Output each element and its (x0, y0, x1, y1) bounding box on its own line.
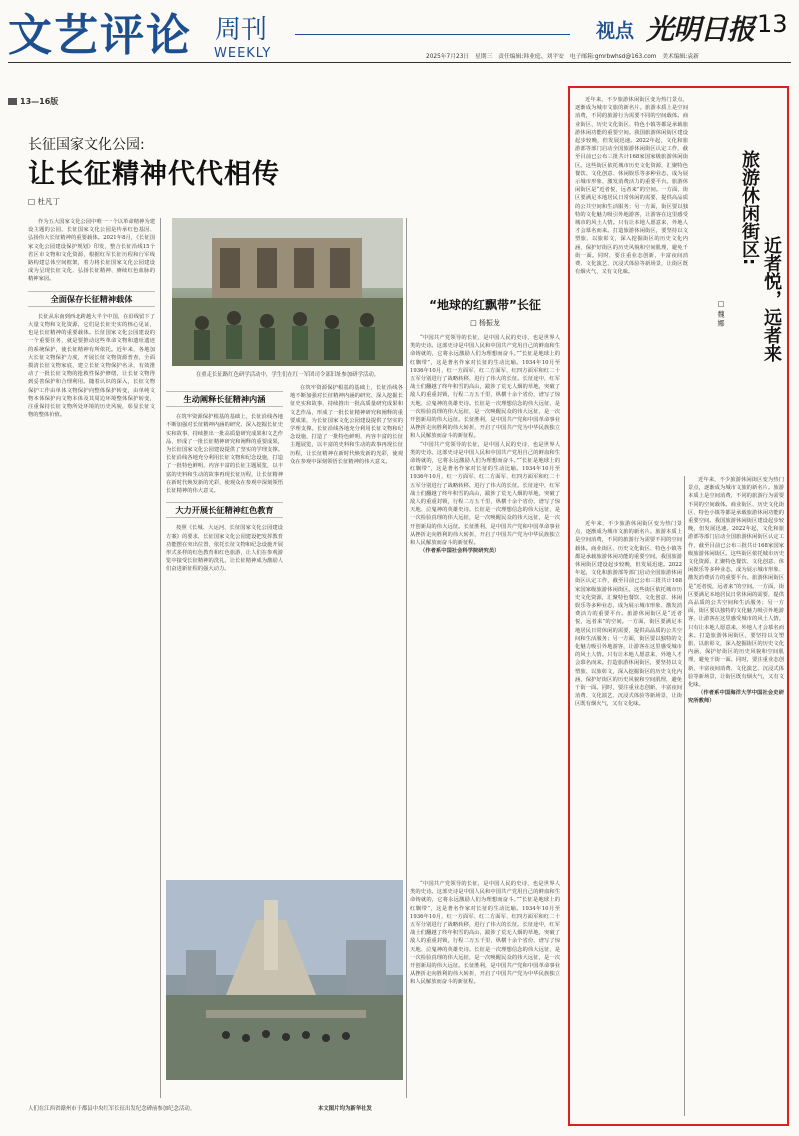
side-article-text-cont-2: 近年来，不少旅游休闲街区变为热门景点，逐渐成为城市文旅的新名片。旅游本质上是空间消费，不同的旅游行为需要不同的空间载体。商业街区、历史文化街区、特色小镇等都是承载旅游休闲功能的重要空间。我国旅游休闲街区建设起步较晚，但发展迅速。2022年起，文化和旅游部等部门启动全国旅游休闲街区认定工作，截至目前已公布三批共计168家国家级旅游休闲街区。这些街区依托城市历史文化资源，汇聚特色餐饮、文化创意、休闲娱乐等多种业态，成为展示城市形象、激发消费活力的重要平台。旅游休闲街区是“近者悦，远者来”的空间。一方面，街区要满足本地居民日常休闲的需要，提供高品质的公共空间和生活服务；另一方面，街区要以独特的文化魅力吸引外地游客，让游客在这里感受城市的风土人情。只有让本地人愿意来，外地人才会慕名而来。打造旅游休闲街区，要坚持以文塑旅、以旅彰文，深入挖掘街区的历史文化内涵，保护好街区的历史风貌和空间肌理，避免千街一面。同时，要注重业态创新，丰富夜间消费、文化演艺、沉浸式体验等新场景，让街区既有烟火气，又有文化味。 (688, 477, 784, 689)
middle-article-body (410, 334, 560, 874)
section-body-2: 在筑牢资源保护根基的基础上，长征沿线各地不断加强对长征精神内涵的研究、深入挖掘长征史实和故事，持续推出一批高质量研究成果和文艺作品，形成了一批长征精神研究和阐释的重要成果，为长征国家文化公园建设提供了坚实的学理支撑。长征沿线各地充分利用长征文物和纪念设施，打造了一批特色鲜明、内容丰富的长征主题展览，以丰富的史料和生动的故事再现长征历程，让长征精神在新时代焕发新的光彩，使观众在参观中深刻领悟长征精神的伟大意义。 (166, 414, 283, 495)
middle-article-text-cont: “中国共产党领导的长征，是中国人民的史诗，也是世界人类的史诗。这部史诗是中国人民和中国共产党用自己的鲜血和生命铸就的，它将永远激励人们为理想而奋斗。”“长征是地球上的红飘带”，这是著名作家对长征的生动比喻。1934年10月至1936年10月，红一方面军、红二方面军、红四方面军和红二十五军分别进行了战略转移，进行了伟大的长征。长征途中，红军战士们翻越了终年积雪的高山，跋涉了荒无人烟的草地，突破了敌人的重重封锁，行程二万五千里，纵横十余个省份，谱写了惊天地、泣鬼神的英雄史诗。长征是一次理想信念的伟大远征，是一次检验真理的伟大远征，是一次唤醒民众的伟大远征，是一次开创新局的伟大远征。长征胜利，是中国共产党和中国革命事业从挫折走向胜利的伟大转折，开启了中国共产党为中华民族独立和人民解放而奋斗的新征程。 (410, 441, 560, 547)
side-article-col-b (575, 520, 682, 1118)
middle-article-note: （作者系中国社会科学院研究员） (420, 548, 500, 555)
section-heading-3: 大力开展长征精神红色教育 (166, 502, 283, 518)
photo-memorial-caption: 在重走长征路红色研学活动中，学生们在红一军团司令部旧址参加研学活动。 (195, 372, 380, 378)
side-article-byline: □ 魏 娜 (717, 300, 725, 327)
dateline: 2025年7月23日 星期三 责任编辑:韩业庭、刘平安 电子邮箱:gmrbwhsd@163.com 美术编辑:袁新 (426, 54, 699, 60)
section-heading-2: 生动阐释长征精神内涵 (166, 391, 283, 407)
page-number: 13 (757, 10, 788, 38)
column-divider-3 (684, 476, 685, 1116)
main-column-3 (290, 384, 403, 874)
article-headline: 让长征精神代代相传 (28, 159, 280, 190)
weekly-en-label: WEEKLY (214, 46, 272, 61)
middle-column-bottom (410, 880, 560, 1094)
article-intro: 作为五大国家文化公园中唯一一个以革命精神为建设主题的公园，长征国家文化公园是传承红色基因、弘扬伟大长征精神的重要载体。2021年8月，《长征国家文化公园建设保护规划》印发，整合长征沿线15个省区市文物和文化资源，根据红军长征历程和行军线路构建总体空间框架，着力将长征国家文化公园建设成为呈现长征文化、弘扬长征精神、赓续红色血脉的精神家园。 (28, 219, 155, 283)
dateline-rule (8, 62, 791, 63)
column-divider-2 (406, 218, 407, 1098)
section-heading-1: 全面保存长征精神载体 (28, 291, 155, 307)
edition-label: 13—16版 (20, 97, 59, 106)
section-title: 文艺评论 (8, 10, 192, 61)
column-divider-1 (160, 218, 161, 1098)
middle-article-text: “中国共产党领导的长征，是中国人民的史诗，也是世界人类的史诗。这部史诗是中国人民和中国共产党用自己的鲜血和生命铸就的，它将永远激励人们为理想而奋斗。”“长征是地球上的红飘带”，这是著名作家对长征的生动比喻。1934年10月至1936年10月，红一方面军、红二方面军、红四方面军和红二十五军分别进行了战略转移，进行了伟大的长征。长征途中，红军战士们翻越了终年积雪的高山，跋涉了荒无人烟的草地，突破了敌人的重重封锁，行程二万五千里，纵横十余个省份，谱写了惊天地、泣鬼神的英雄史诗。长征是一次理想信念的伟大远征，是一次检验真理的伟大远征，是一次唤醒民众的伟大远征，是一次开创新局的伟大远征。长征胜利，是中国共产党和中国革命事业从挫折走向胜利的伟大转折，开启了中国共产党为中华民族独立和人民解放而奋斗的新征程。 (410, 335, 560, 440)
section-body-3: 按照《长城、大运河、长征国家文化公园建设方案》的要求，长征国家文化公园建设把发挥教育功能摆在突出位置，依托长征文物和纪念设施开展形式多样的红色教育和红色旅游，让人们在参观游览中接受长征精神的洗礼，让长征精神成为激励人们奋进新征程的强大动力。 (166, 525, 283, 573)
side-article-text-cont: 近年来，不少旅游休闲街区变为热门景点，逐渐成为城市文旅的新名片。旅游本质上是空间消费，不同的旅游行为需要不同的空间载体。商业街区、历史文化街区、特色小镇等都是承载旅游休闲功能的重要空间。我国旅游休闲街区建设起步较晚，但发展迅速。2022年起，文化和旅游部等部门启动全国旅游休闲街区认定工作，截至目前已公布三批共计168家国家级旅游休闲街区。这些街区依托城市历史文化资源，汇聚特色餐饮、文化创意、休闲娱乐等多种业态，成为展示城市形象、激发消费活力的重要平台。旅游休闲街区是“近者悦，远者来”的空间。一方面，街区要满足本地居民日常休闲的需要，提供高品质的公共空间和生活服务；另一方面，街区要以独特的文化魅力吸引外地游客，让游客在这里感受城市的风土人情。只有让本地人愿意来，外地人才会慕名而来。打造旅游休闲街区，要坚持以文塑旅、以旅彰文，深入挖掘街区的历史文化内涵，保护好街区的历史风貌和空间肌理，避免千街一面。同时，要注重业态创新，丰富夜间消费、文化演艺、沉浸式体验等新场景，让街区既有烟火气，又有文化味。 (575, 521, 682, 708)
masthead-rule (295, 34, 570, 35)
photo-memorial-svg (172, 218, 403, 366)
middle-article-headline: “地球的红飘带”长征 (429, 298, 541, 312)
photo-memorial-visit (172, 218, 403, 366)
photo-credit: 本文图片均为新华社发 (318, 1106, 372, 1112)
middle-article-text-bottom: “中国共产党领导的长征，是中国人民的史诗，也是世界人类的史诗。这部史诗是中国人民和中国共产党用自己的鲜血和生命铸就的，它将永远激励人们为理想而奋斗。”“长征是地球上的红飘带”，这是著名作家对长征的生动比喻。1934年10月至1936年10月，红一方面军、红二方面军、红四方面军和红二十五军分别进行了战略转移，进行了伟大的长征。长征途中，红军战士们翻越了终年积雪的高山，跋涉了荒无人烟的草地，突破了敌人的重重封锁，行程二万五千里，纵横十余个省份，谱写了惊天地、泣鬼神的英雄史诗。长征是一次理想信念的伟大远征，是一次检验真理的伟大远征，是一次唤醒民众的伟大远征，是一次开创新局的伟大远征。长征胜利，是中国共产党和中国革命事业从挫折走向胜利的伟大转折，开启了中国共产党为中华民族独立和人民解放而奋斗的新征程。 (410, 881, 560, 986)
photo-monument-svg (166, 880, 403, 1080)
article-kicker: 长征国家文化公园: (28, 137, 145, 153)
section-body-1: 长征从东南到西北跨越大半个中国，在沿线留下了大量文物和文化资源，它们是长征史实的核心见证，也是长征精神的重要载体。长征国家文化公园建设的一个重要任务，就是要推动这些革命文物和遗址遗迹的系统保护，使长征精神有所依托。近年来，各地加大长征文物保护力度，开展长征文物资源普查，全面摸清长征文物家底，建立长征文物保护名录，有效推动了一批长征文物的抢救性保护修缮，让长征文物得到妥善保护和合理利用。随着认识的深入，长征文物保护工作由单体文物保护向整体保护转变，由单纯文物本体保护向文物本体及其周边环境整体保护转变，注重保持长征文物所处环境的历史风貌，彰显长征文物的整体价值。 (28, 313, 155, 419)
side-article-headline-line1: 旅游休闲街区: (739, 150, 760, 266)
edition-square-icon (8, 98, 17, 105)
article-byline: □ 杜凡丁 (28, 197, 60, 206)
side-article-col-c (688, 476, 784, 1118)
main-column-1 (28, 218, 155, 1118)
newspaper-logo: 光明日报 (646, 13, 755, 46)
photo-monument-caption: 人们在江西省赣州市于都县中央红军长征出发纪念碑前参加纪念活动。 (28, 1106, 196, 1112)
middle-article-byline: □ 杨振龙 (470, 319, 500, 327)
header-label: 视点 (596, 20, 635, 42)
side-article-col-a (575, 96, 688, 516)
weekly-cn-label: 周刊 (215, 15, 268, 45)
side-article-headline-line2: 近者悦，远者来 (761, 236, 782, 362)
section-body-2-cont: 在筑牢资源保护根基的基础上，长征沿线各地不断加强对长征精神内涵的研究、深入挖掘长征史实和故事，持续推出一批高质量研究成果和文艺作品，形成了一批长征精神研究和阐释的重要成果，为长征国家文化公园建设提供了坚实的学理支撑。长征沿线各地充分利用长征文物和纪念设施，打造了一批特色鲜明、内容丰富的长征主题展览，以丰富的史料和生动的故事再现长征历程，让长征精神在新时代焕发新的光彩，使观众在参观中深刻领悟长征精神的伟大意义。 (290, 385, 403, 465)
photo-monument (166, 880, 403, 1080)
side-article-text: 近年来，不少旅游休闲街区变为热门景点，逐渐成为城市文旅的新名片。旅游本质上是空间消费，不同的旅游行为需要不同的空间载体。商业街区、历史文化街区、特色小镇等都是承载旅游休闲功能的重要空间。我国旅游休闲街区建设起步较晚，但发展迅速。2022年起，文化和旅游部等部门启动全国旅游休闲街区认定工作，截至目前已公布三批共计168家国家级旅游休闲街区。这些街区依托城市历史文化资源，汇聚特色餐饮、文化创意、休闲娱乐等多种业态，成为展示城市形象、激发消费活力的重要平台。旅游休闲街区是“近者悦，远者来”的空间。一方面，街区要满足本地居民日常休闲的需要，提供高品质的公共空间和生活服务；另一方面，街区要以独特的文化魅力吸引外地游客，让游客在这里感受城市的风土人情。只有让本地人愿意来，外地人才会慕名而来。打造旅游休闲街区，要坚持以文塑旅、以旅彰文，深入挖掘街区的历史文化内涵，保护好街区的历史风貌和空间肌理，避免千街一面。同时，要注重业态创新，丰富夜间消费、文化演艺、沉浸式体验等新场景，让街区既有烟火气，又有文化味。 (575, 97, 688, 276)
side-article-note: （作者系中国海洋大学中国社会史研究所教师） (688, 690, 784, 705)
edition-marker (8, 96, 58, 107)
main-column-2 (166, 384, 283, 874)
